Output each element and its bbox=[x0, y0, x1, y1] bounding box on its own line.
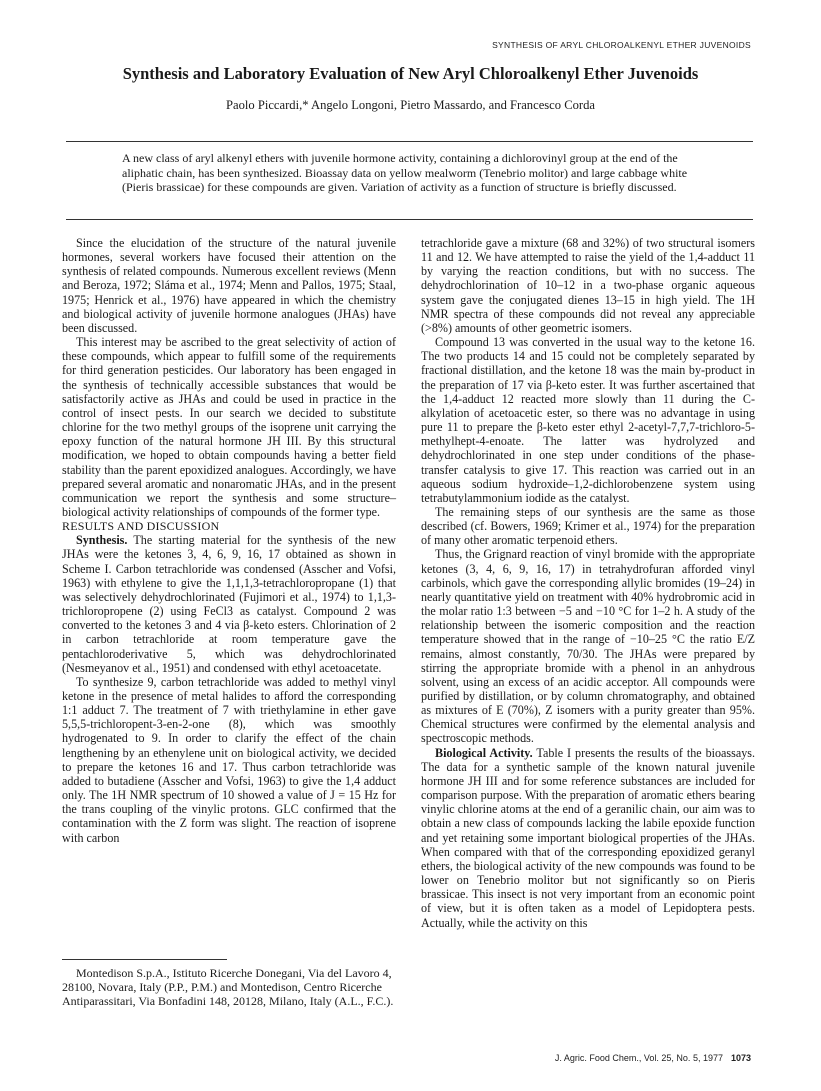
right-paragraph-2: Compound 13 was converted in the usual way to the ketone 16. The two products 14 and 15 could not be completely separated by fractional distillation, and the ketone 18 was the main by-product in the preparation of 17 via β-keto ester. It was further ascertained that the 1,4-adduct 12 reacted more slowly than 11 during the C-alkylation of acetoacetic ester, so there was no advantage in using pure 11 to prepare the β-keto ester ethyl 2-acetyl-7,7,7-trichloro-5-methylhept-4-enoate. The latter was hydrolyzed and dehydrochlorinated in one step under conditions of the phase-transfer catalysis to give 17. This reaction was carried out in an aqueous sodium hydroxide–1,2-dichlorobenzene system using tetrabutylammonium iodide as the catalyst. bbox=[421, 335, 755, 505]
affiliation-footnote bbox=[62, 966, 396, 1008]
footnote-rule bbox=[62, 959, 227, 960]
synthesis-runin-heading: Synthesis. bbox=[76, 533, 128, 548]
article-title: Synthesis and Laboratory Evaluation of New Aryl Chloroalkenyl Ether Juvenoids bbox=[122, 64, 699, 83]
abstract: A new class of aryl alkenyl ethers with juvenile hormone activity, containing a dichlorovinyl group at the end of the aliphatic chain, has been synthesized. Bioassay data on yellow mealworm (Tenebrio molitor) and large cabbage white (Pieris brassicae) for these compounds are given. Variation of activity as a function of structure is briefly discussed. bbox=[122, 151, 688, 195]
biological-activity-text: Table I presents the results of the bioassays. The data for a synthetic sample of the known natural juvenile hormone JH III and for some reference substances are included for comparison purpose. With the preparation of aromatic ethers bearing vinylic chlorine atoms at the end of a geranilic chain, our aim was to obtain a new class of compounds lacking the labile epoxide function and yet retaining some important biological properties of the JHAs. When compared with that of the corresponding epoxidized geranyl ethers, the biological activity of the new compounds was found to be lower on Tenebrio molitor but not significantly so on Pieris brassicae. This insect is not very important from an economic point of view, but it is often taken as a model of Lepidoptera pests. Actually, while the activity on this bbox=[421, 745, 755, 930]
running-head: SYNTHESIS OF ARYL CHLOROALKENYL ETHER JUVENOIDS bbox=[492, 40, 751, 50]
journal-citation: J. Agric. Food Chem., Vol. 25, No. 5, 1977 bbox=[554, 1053, 723, 1063]
right-paragraph-1: tetrachloride gave a mixture (68 and 32%) of two structural isomers 11 and 12. We have attempted to raise the yield of the 1,4-adduct 11 by varying the reaction conditions, but with no success. The dehydrochlorination of 10–12 in a two-phase organic aqueous system gave the conjugated dienes 13–15 in high yield. The 1H NMR spectra of these compounds did not reveal any appreciable (>8%) amounts of other geometric isomers. bbox=[421, 236, 755, 335]
right-column bbox=[421, 236, 755, 930]
page-number: 1073 bbox=[730, 1053, 751, 1063]
biological-activity-paragraph bbox=[421, 746, 755, 930]
right-paragraph-3: The remaining steps of our synthesis are the same as those described (cf. Bowers, 1969; Krimer et al., 1974) for the preparation of many other aromatic terpenoid ethers. bbox=[421, 504, 755, 548]
author-list: Paolo Piccardi,* Angelo Longoni, Pietro Massardo, and Francesco Corda bbox=[226, 98, 595, 112]
abstract-top-rule bbox=[66, 141, 753, 142]
section-heading: RESULTS AND DISCUSSION bbox=[62, 519, 220, 534]
left-column bbox=[62, 236, 396, 845]
intro-paragraph-2: This interest may be ascribed to the great selectivity of action of these compounds, which appear to fulfill some of the requirements for third generation pesticides. Our laboratory has been engaged in the synthesis of technically accessible substances that would be satisfactorily active as JHAs and could be used in practice in the control of insect pests. In our search we decided to substitute chlorine for the two methyl groups of the isoprene unit carrying the epoxy function of the natural hormone JH III. By this structural modification, we hoped to obtain compounds having a better field stability than the parent epoxidized analogues. Accordingly, we have prepared several aromatic and nonaromatic JHAs, and in the present communication we report the synthesis and some structure–biological activity relationships of compounds of the former type. bbox=[62, 335, 396, 519]
affiliation-text: Montedison S.p.A., Istituto Ricerche Donegani, Via del Lavoro 4, 28100, Novara, Italy (P.P., P.M.) and Montedison, Centro Ricerche Antiparassitari, Via Bonfadini 148, 20128, Milano, Italy (A.L., F.C.). bbox=[62, 966, 394, 1008]
synthesis-paragraph-1 bbox=[62, 533, 396, 675]
abstract-bottom-rule bbox=[66, 219, 753, 220]
synthesis-paragraph-1-text: The starting material for the synthesis of the new JHAs were the ketones 3, 4, 6, 9, 16, 17 obtained as shown in Scheme I. Carbon tetrachloride was condensed (Asscher and Vofsi, 1963) with ethylene to give the 1,1,1,3-tetrachloropropane (1) that was selectively dehydrochlorinated (Fujimori et al., 1974) to 1,1,3-trichloropropene (2) using FeCl3 as catalyst. Compound 2 was converted to the ketones 3 and 4 via β-keto esters. Chlorination of 2 in carbon tetrachloride at room temperature gave the pentachloroderivative 5, which was dehydrochlorinated (Nesmeyanov et al., 1951) and condensed with ethyl acetoacetate. bbox=[62, 533, 396, 675]
right-paragraph-4: Thus, the Grignard reaction of vinyl bromide with the appropriate ketones (3, 4, 6, 9, 16, 17) in tetrahydrofuran afforded vinyl carbinols, which gave the corresponding allylic bromides (19–24) in nearly quantitative yield on treatment with 40% hydrobromic acid in the molar ratio 1:3 between −5 and −10 °C for 1–2 h. A study of the relationship between the isomeric composition and the reaction temperature showed that in the range of −10–25 °C the ratio E/Z remains, almost constantly, 70/30. The JHAs were prepared by stirring the appropriate bromide with a phenol in an anhydrous solvent, using an excess of an acidic acceptor. All compounds were purified by distillation, or by column chromatography, and obtained as mixtures of E (70%), Z isomers with a purity greater than 95%. Chemical structures were confirmed by the elemental analysis and spectroscopic methods. bbox=[421, 547, 755, 746]
biological-activity-runin-heading: Biological Activity. bbox=[435, 745, 533, 760]
synthesis-paragraph-2: To synthesize 9, carbon tetrachloride was added to methyl vinyl ketone in the presence of metal halides to afford the corresponding 1:1 adduct 7. The treatment of 7 with triethylamine in ether gave 5,5,5-trichloropent-3-en-2-one (8), which was smoothly hydrogenated to 9. In order to clarify the effect of the chain lengthening by an ethenylene unit on biological activity, we decided to prepare the ketones 16 and 17. Thus carbon tetrachloride was added to butadiene (Asscher and Vofsi, 1963) to give the 1,4 adduct only. The 1H NMR spectrum of 10 showed a value of J = 15 Hz for the trans coupling of the vinylic protons. GLC confirmed that the contamination with the Z form was slight. The reaction of isoprene with carbon bbox=[62, 674, 396, 845]
journal-footer bbox=[555, 1053, 751, 1063]
intro-paragraph-1: Since the elucidation of the structure of the natural juvenile hormones, several workers have focused their attention on the synthesis of related compounds. Numerous excellent reviews (Menn and Beroza, 1972; Sláma et al., 1974; Menn and Pallos, 1975; Staal, 1975; Henrick et al., 1976) have appeared in which the chemistry and biological activity of juvenile hormone analogues (JHAs) have been discussed. bbox=[62, 236, 396, 335]
